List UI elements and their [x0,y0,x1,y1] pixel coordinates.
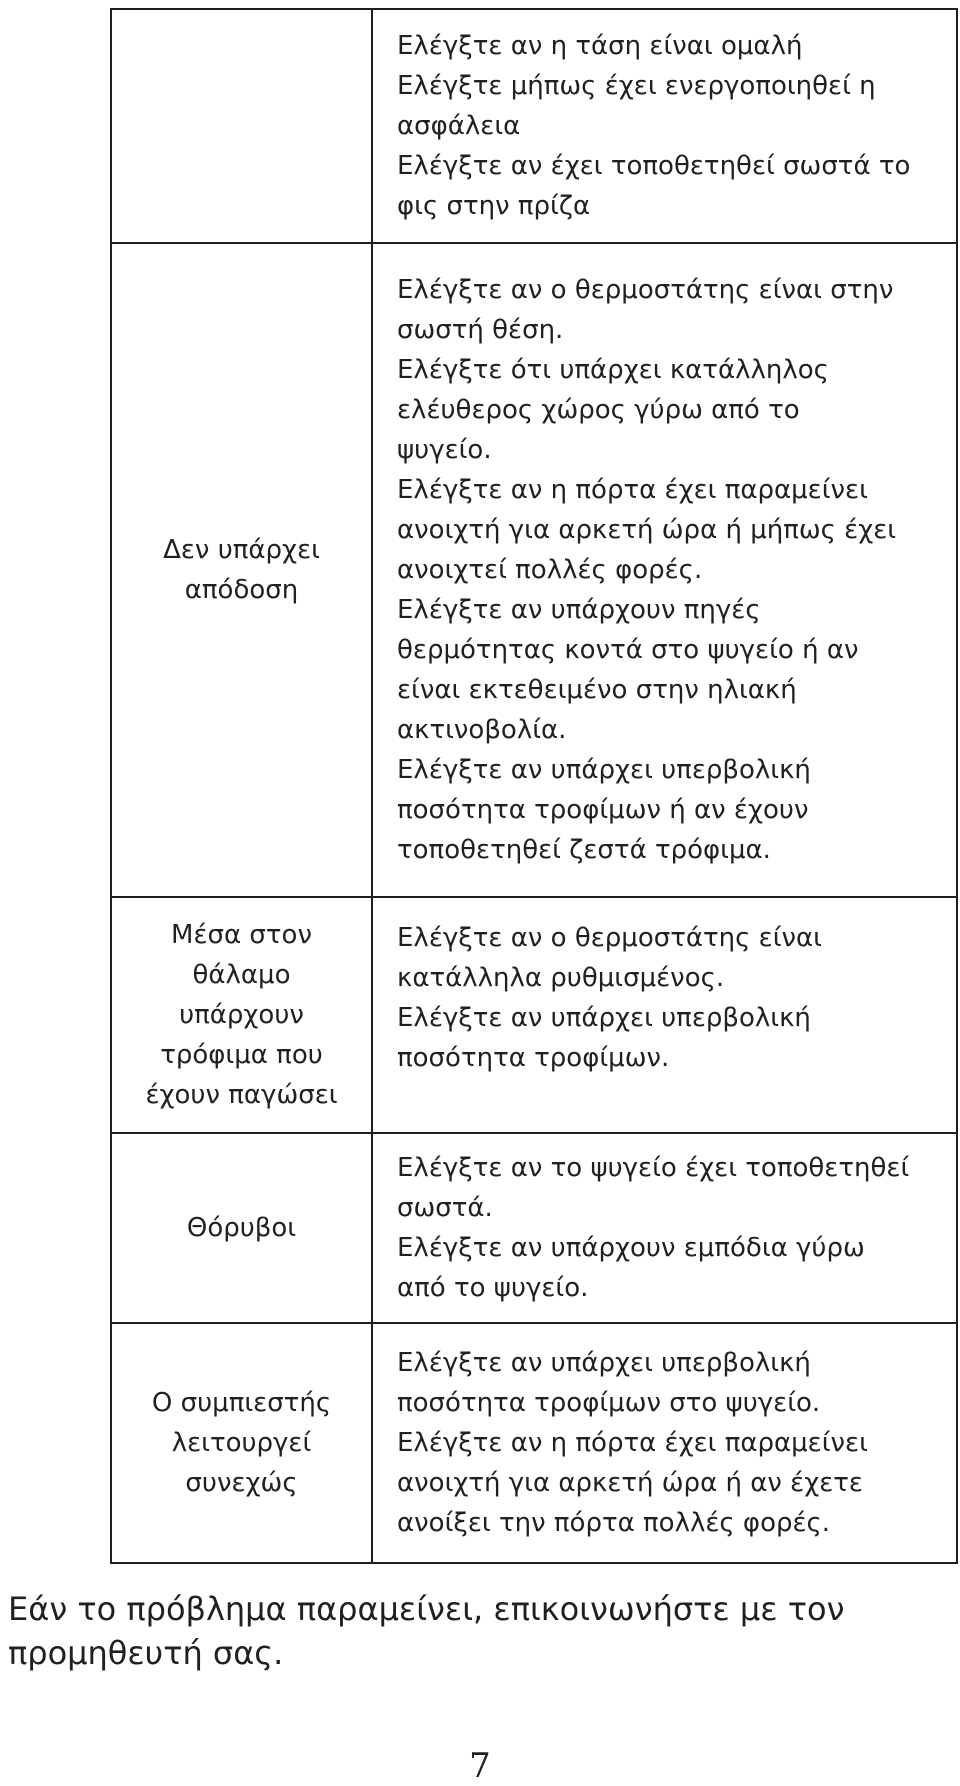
table-row [111,9,957,243]
solution-line: ανοιχτεί πολλές φορές. [397,555,703,585]
solution-line: ποσότητα τροφίμων στο ψυγείο. [397,1388,821,1418]
solution-line: ανοίξει την πόρτα πολλές φορές. [397,1508,831,1538]
problem-text: Μέσα στον θάλαμο υπάρχουν τρόφιμα που έχουν παγώσει [145,920,338,1110]
troubleshooting-table [110,8,958,1564]
solution-line: Ελέγξτε αν η πόρτα έχει παραμείνει [397,1428,868,1458]
solution-line: Ελέγξτε αν ο θερμοστάτης είναι [397,923,822,953]
solution-line: είναι εκτεθειμένο στην ηλιακή [397,675,797,705]
problem-text: Ο συμπιεστής λειτουργεί συνεχώς [151,1388,332,1498]
solution-line: Ελέγξτε αν υπάρχουν εμπόδια γύρω [397,1233,865,1263]
problem-cell [111,897,372,1133]
solution-line: Ελέγξτε αν το ψυγείο έχει τοποθετηθεί [397,1153,910,1183]
solution-cell [372,243,957,897]
footer-note: Εάν το πρόβλημα παραμείνει, επικοινωνήστε με τον προμηθευτή σας. [8,1590,845,1672]
solution-cell [372,9,957,243]
solution-line: ακτινοβολία. [397,715,567,745]
solution-cell [372,1133,957,1323]
solution-line: κατάλληλα ρυθμισμένος. [397,963,725,993]
solution-line: ποσότητα τροφίμων. [397,1043,670,1073]
solution-line: φις στην πρίζα [397,191,591,221]
solution-line: από το ψυγείο. [397,1273,589,1303]
problem-text: Θόρυβοι [186,1213,297,1243]
problem-cell [111,243,372,897]
table-row [111,1323,957,1563]
solution-line: Ελέγξτε αν έχει τοποθετηθεί σωστά το [397,151,911,181]
solution-line: Ελέγξτε ότι υπάρχει κατάλληλος [397,355,829,385]
solution-cell [372,897,957,1133]
solution-line: ψυγείο. [397,435,492,465]
solution-line: ανοιχτή για αρκετή ώρα ή αν έχετε [397,1468,863,1498]
solution-line: Ελέγξτε αν υπάρχει υπερβολική [397,1348,811,1378]
solution-line: θερμότητας κοντά στο ψυγείο ή αν [397,635,859,665]
solution-line: Ελέγξτε αν η πόρτα έχει παραμείνει [397,475,868,505]
solution-line: ασφάλεια [397,111,521,141]
solution-line: ανοιχτή για αρκετή ώρα ή μήπως έχει [397,515,897,545]
solution-line: Ελέγξτε μήπως έχει ενεργοποιηθεί η [397,71,876,101]
solution-cell [372,1323,957,1563]
problem-cell [111,9,372,243]
solution-line: σωστά. [397,1193,493,1223]
solution-line: σωστή θέση. [397,315,564,345]
solution-line: τοποθετηθεί ζεστά τρόφιμα. [397,835,771,865]
table-row [111,243,957,897]
solution-line: Ελέγξτε αν υπάρχει υπερβολική [397,755,811,785]
problem-text: Δεν υπάρχει απόδοση [163,535,320,605]
problem-cell [111,1323,372,1563]
table-row [111,1133,957,1323]
table-row [111,897,957,1133]
solution-line: Ελέγξτε αν υπάρχει υπερβολική [397,1003,811,1033]
solution-line: ελέυθερος χώρος γύρω από το [397,395,800,425]
page-number: 7 [469,1746,491,1786]
solution-line: Ελέγξτε αν ο θερμοστάτης είναι στην [397,275,894,305]
problem-cell [111,1133,372,1323]
solution-line: Ελέγξτε αν υπάρχουν πηγές [397,595,761,625]
solution-line: ποσότητα τροφίμων ή αν έχουν [397,795,809,825]
solution-line: Ελέγξτε αν η τάση είναι ομαλή [397,31,803,61]
